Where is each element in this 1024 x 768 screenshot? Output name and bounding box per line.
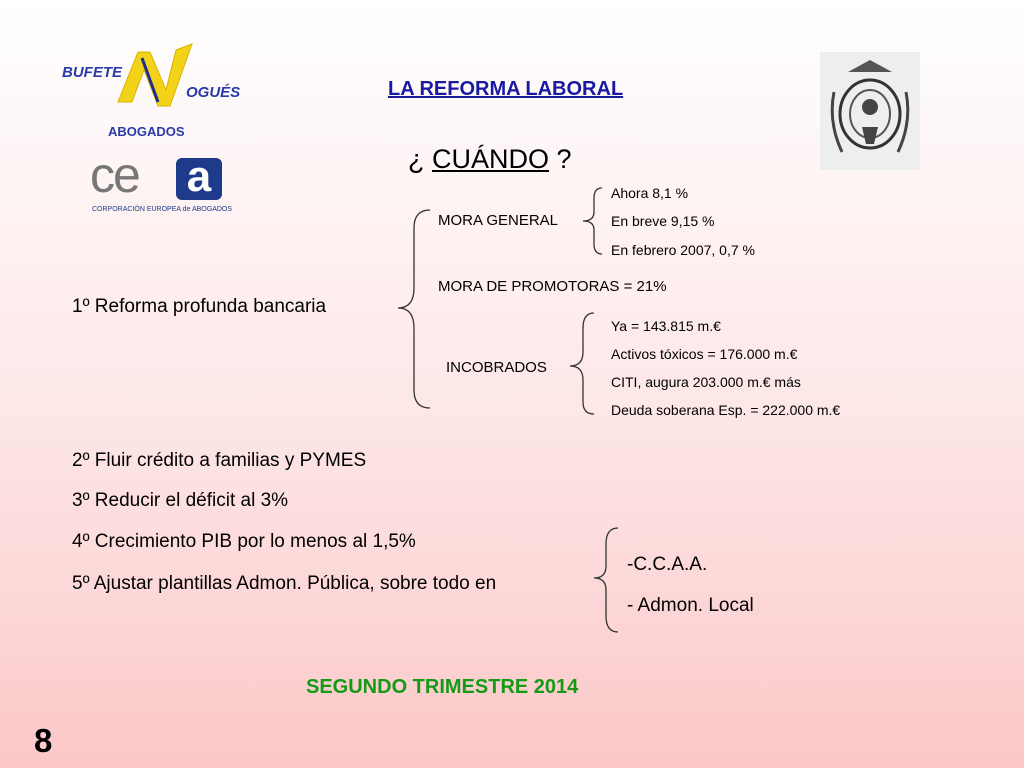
bufete-text: BUFETE	[62, 64, 122, 81]
nogues-text: OGUÉS	[186, 84, 241, 101]
incobrados-item: Activos tóxicos = 176.000 m.€	[611, 346, 798, 362]
cea-a-badge: a	[176, 158, 222, 200]
mora-item: Ahora 8,1 %	[611, 185, 689, 201]
mora-promotoras: MORA DE PROMOTORAS = 21%	[438, 278, 667, 295]
admin-item: - Admon. Local	[627, 595, 754, 616]
point-4: 4º Crecimiento PIB por lo menos al 1,5%	[72, 531, 416, 552]
incobrados-label: INCOBRADOS	[446, 359, 547, 376]
abogados-text: ABOGADOS	[108, 124, 185, 139]
point-1: 1º Reforma profunda bancaria	[72, 296, 327, 317]
incobrados-item: Ya = 143.815 m.€	[611, 318, 721, 334]
mora-item: En breve 9,15 %	[611, 213, 715, 229]
mora-general-label: MORA GENERAL	[438, 212, 559, 229]
mora-item: En febrero 2007, 0,7 %	[611, 242, 755, 258]
admin-item: -C.C.A.A.	[627, 554, 708, 575]
point-5: 5º Ajustar plantillas Admon. Pública, sobre todo en	[72, 573, 497, 594]
cea-subtitle: CORPORACIÓN EUROPEA de ABOGADOS	[92, 206, 233, 213]
incobrados-item: Deuda soberana Esp. = 222.000 m.€	[611, 402, 841, 418]
brace-incobrados	[570, 313, 594, 414]
point-2: 2º Fluir crédito a familias y PYMES	[72, 450, 367, 471]
incobrados-item: CITI, augura 203.000 m.€ más	[611, 374, 801, 390]
question-word: CUÁNDO	[432, 144, 550, 174]
brace-mora	[583, 188, 602, 254]
page-number: 8	[34, 722, 53, 759]
point-3: 3º Reducir el déficit al 3%	[72, 490, 289, 511]
question-heading: ¿ CUÁNDO ?	[408, 144, 572, 174]
brace-bank	[398, 210, 430, 408]
footer-period: SEGUNDO TRIMESTRE 2014	[306, 676, 579, 698]
cea-wordmark: ce	[90, 147, 139, 203]
brace-admin	[594, 528, 618, 632]
page-title: LA REFORMA LABORAL	[388, 78, 624, 100]
